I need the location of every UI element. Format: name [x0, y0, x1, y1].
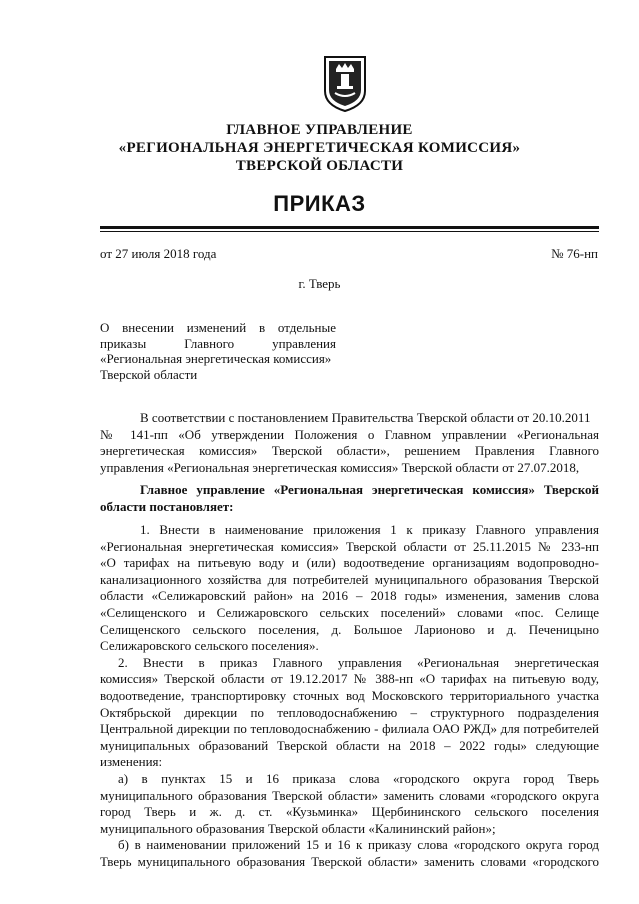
preamble-line: В соответствии с постановлением Правительства Тверской области от 20.10.2011	[140, 410, 591, 425]
header-divider-thick	[100, 226, 599, 229]
document-city: г. Тверь	[298, 276, 341, 291]
body-line: области «Селижаровский район» на 2016 – 2018 годы» изменения, заменив слова	[100, 588, 599, 604]
body-line: 2. Внести в приказ Главного управления «Региональная энергетическая	[118, 654, 599, 670]
agency-name-line-2: «РЕГИОНАЛЬНАЯ ЭНЕРГЕТИЧЕСКАЯ КОМИССИЯ»	[118, 140, 521, 156]
order-body	[100, 522, 599, 870]
subject-line: приказы Главного управления	[100, 335, 336, 351]
preamble-line: энергетическая комиссия» Тверской области», решением Правления Главного	[100, 443, 599, 459]
subject-line: «Региональная энергетическая комиссия»	[100, 351, 332, 366]
agency-name-line-3: ТВЕРСКОЙ ОБЛАСТИ	[235, 158, 404, 174]
document-subject	[100, 320, 336, 382]
preamble-line: управления «Региональная энергетическая комиссия» Тверской области от 27.07.2018,	[100, 459, 580, 475]
body-line: комиссия» Тверской области от 19.12.2017 № 388-нп «О тарифах на питьевую воду,	[100, 671, 599, 687]
body-line: Селижаровского сельского поселения».	[100, 638, 319, 654]
header-divider-thin	[100, 231, 599, 232]
resolution-paragraph	[100, 482, 599, 515]
body-line: а) в пунктах 15 и 16 приказа слова «городского округа город Тверь	[118, 770, 599, 786]
subject-line: Тверской области	[100, 366, 198, 382]
body-line: муниципальных образований Тверской области на 2018 – 2022 годы» следующие	[100, 737, 599, 753]
body-line: «О тарифах на питьевую воду и (или) водоотведение организациям водопроводно-	[100, 555, 599, 571]
body-line: муниципального образования Тверской области «Калининский район»;	[100, 820, 496, 836]
body-line: изменения:	[100, 754, 163, 770]
preamble-line: № 141-пп «Об утверждении Положения о Главном управлении «Региональная	[100, 426, 599, 442]
body-line: Селищенского сельского поселения, д. Большое Ларионово и д. Печеницыно	[100, 621, 599, 637]
coat-of-arms-icon	[323, 55, 367, 113]
body-line: Тверь муниципального образования Тверской области» заменить словами «городского	[100, 853, 599, 869]
body-line: город Тверь и ж. д. ст. «Кузьминка» Щербининского сельского поселения	[100, 804, 599, 820]
resolution-line: Главное управление «Региональная энергетическая комиссия» Тверской	[140, 482, 599, 497]
body-line: «Региональная энергетическая комиссия» Тверской области от 25.11.2015 № 233-нп	[100, 538, 599, 554]
body-line: канализационного хозяйства для потребителей муниципального образования Тверской	[100, 571, 599, 587]
body-line: Октябрьской дирекции по тепловодоснабжению – структурного подразделения	[100, 704, 599, 720]
body-line: 1. Внести в наименование приложения 1 к приказу Главного управления	[140, 522, 599, 537]
document-title: ПРИКАЗ	[273, 191, 366, 216]
document-number: № 76-нп	[551, 246, 598, 261]
document-date: от 27 июля 2018 года	[100, 246, 217, 261]
body-line: муниципального образования Тверской области» заменить словами «городского округа	[100, 787, 599, 803]
resolution-line: области постановляет:	[100, 498, 234, 514]
subject-line: О внесении изменений в отдельные	[100, 320, 336, 335]
body-line: водоотведение, транспортировку сточных вод Московского территориального участка	[100, 687, 599, 703]
body-line: Центральной дирекции по тепловодоснабжению - филиала ОАО РЖД» для потребителей	[100, 721, 599, 737]
agency-name-line-1: ГЛАВНОЕ УПРАВЛЕНИЕ	[226, 122, 413, 138]
body-line: б) в наименовании приложений 15 и 16 к приказу слова «городского округа город	[118, 837, 599, 853]
preamble-paragraph	[100, 410, 599, 476]
body-line: «Селищенского и Селижаровского сельских поселений» словами «пос. Селище	[100, 604, 599, 620]
